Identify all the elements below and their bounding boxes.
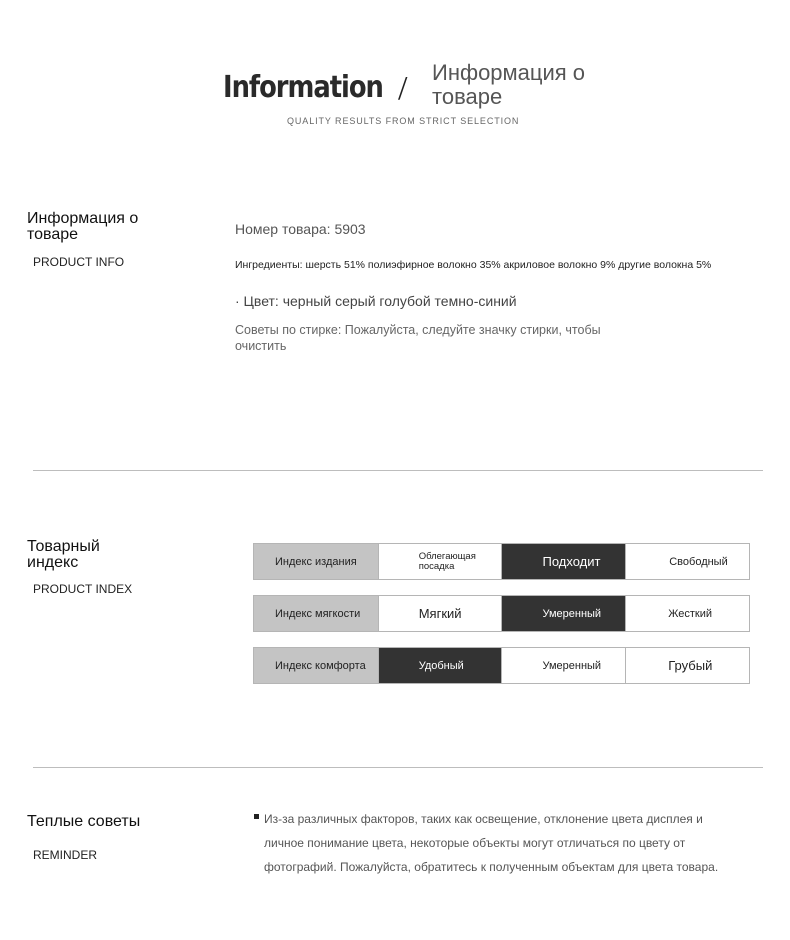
product-info-title: Информация о товаре <box>27 210 139 243</box>
index-option: Умеренный <box>501 648 625 683</box>
index-row-label: Индекс мягкости <box>254 596 378 631</box>
header-slash: / <box>398 70 408 107</box>
index-row-fit <box>253 543 750 580</box>
product-index-subtitle: PRODUCT INDEX <box>33 582 133 596</box>
index-row-softness <box>253 595 750 632</box>
header-title-ru: Информация о товаре <box>432 60 586 109</box>
index-row-label: Индекс издания <box>254 544 378 579</box>
reminder-text: Из-за различных факторов, таких как освещение, отклонение цвета дисплея и личное понимание цвета, некоторые объекты могут отличаться по цвету от фотографий. Пожалуйста, обратитесь к полученным объектам для цвета товара. <box>264 812 719 874</box>
product-index-title: Товарный индекс <box>27 538 100 571</box>
bullet-icon <box>254 814 259 819</box>
index-option: Жесткий <box>625 596 749 631</box>
header-title-en: Information <box>223 70 383 105</box>
product-info-subtitle: PRODUCT INFO <box>33 255 125 269</box>
index-option: Свободный <box>625 544 749 579</box>
reminder-subtitle: REMINDER <box>33 848 98 862</box>
ingredients: Ингредиенты: шерсть 51% полиэфирное волокно 35% акриловое волокно 9% другие волокна 5% <box>235 259 712 271</box>
index-option: Мягкий <box>378 596 502 631</box>
index-option-selected: Подходит <box>501 544 625 579</box>
section-divider <box>33 470 763 471</box>
index-row-label: Индекс комфорта <box>254 648 378 683</box>
section-divider <box>33 767 763 768</box>
header-subtitle: QUALITY RESULTS FROM STRICT SELECTION <box>287 116 520 126</box>
item-number: Номер товара: 5903 <box>235 221 366 237</box>
reminder-title: Теплые советы <box>27 813 141 830</box>
index-option: Грубый <box>625 648 749 683</box>
index-option-selected: Умеренный <box>501 596 625 631</box>
index-option-selected: Удобный <box>378 648 502 683</box>
color-list: · Цвет: черный серый голубой темно-синий <box>235 293 517 309</box>
index-option: Облегающая посадка <box>378 544 502 579</box>
index-row-comfort <box>253 647 750 684</box>
washing-tips: Советы по стирке: Пожалуйста, следуйте значку стирки, чтобы очистить <box>235 323 601 353</box>
